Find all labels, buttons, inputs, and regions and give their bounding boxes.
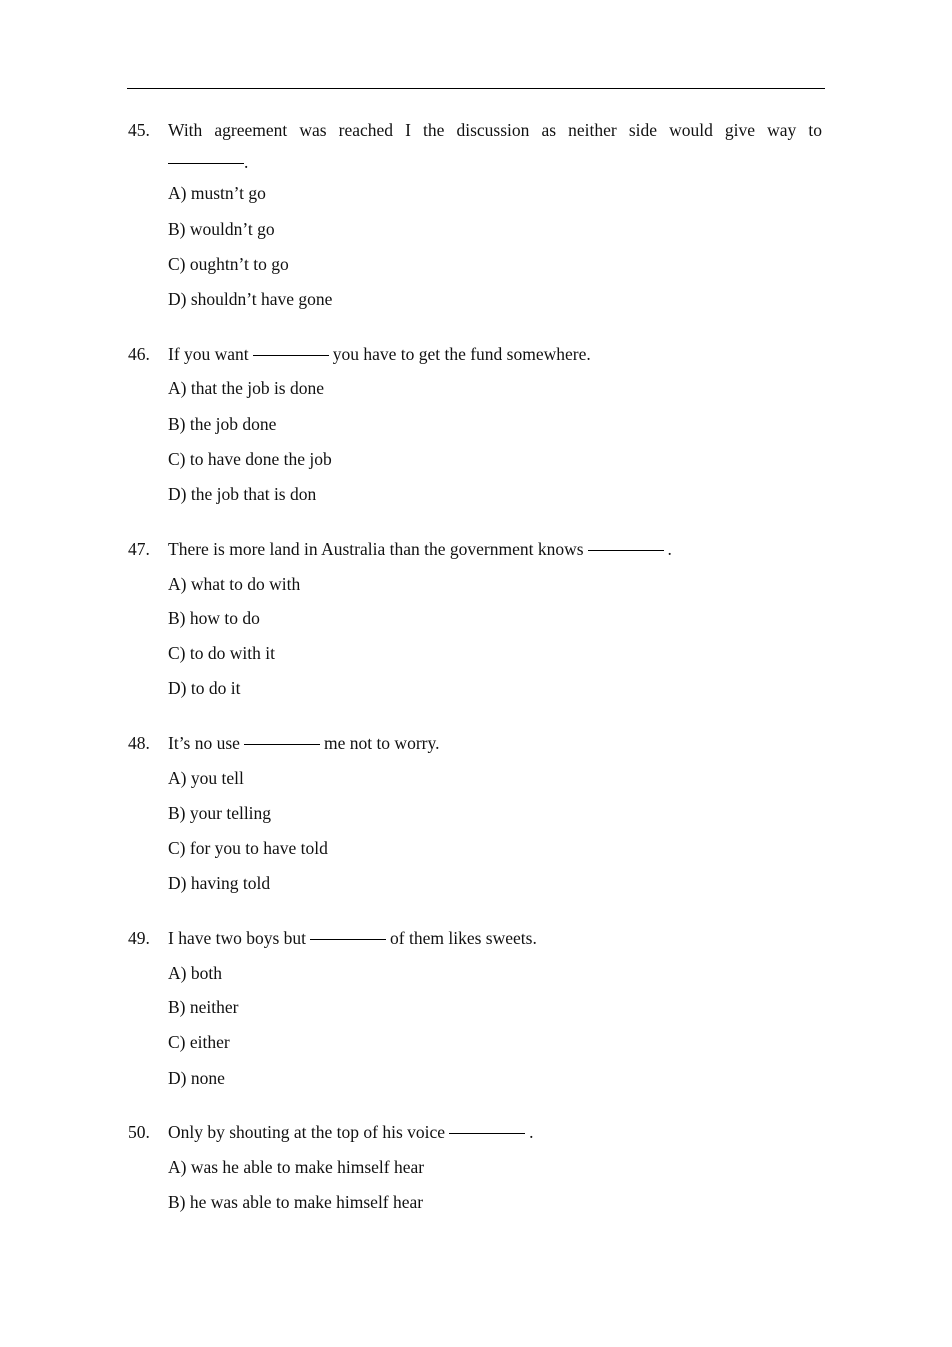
option-d[interactable]: D) none [168,1068,225,1088]
question-stem [168,539,672,560]
stem-after: you have to get the fund somewhere. [332,344,591,364]
option-b[interactable]: B) wouldn’t go [168,219,275,239]
stem-after: . [529,1122,534,1142]
option-b[interactable]: B) the job done [168,414,277,434]
option-b[interactable]: B) your telling [168,803,272,823]
stem-after: me not to worry. [323,733,440,753]
answer-blank [588,549,664,551]
stem-before: I have two boys but [168,928,307,948]
question-stem: With agreement was reached I the discussion as neither side would give way to [168,120,822,140]
option-d[interactable]: D) the job that is don [168,484,317,504]
question-number: 46. [128,344,150,364]
question-stem [168,733,439,754]
option-a[interactable]: A) mustn’t go [168,183,266,203]
question-number: 48. [128,733,150,753]
question-stem [168,1122,533,1143]
option-a[interactable]: A) both [168,963,222,983]
option-c[interactable]: C) oughtn’t to go [168,254,289,274]
option-b[interactable]: B) how to do [168,608,260,628]
question-number: 49. [128,928,150,948]
stem-after: . [667,539,672,559]
question-number: 50. [128,1122,150,1142]
option-c[interactable]: C) to do with it [168,643,275,663]
answer-blank [310,938,386,940]
header-rule [127,88,825,89]
answer-blank [168,162,244,164]
question-number: 45. [128,120,150,140]
option-a[interactable]: A) was he able to make himself hear [168,1157,425,1177]
question-stem [168,344,591,365]
stem-before: It’s no use [168,733,240,753]
stem-after: of them likes sweets. [390,928,537,948]
option-b[interactable]: B) he was able to make himself hear [168,1192,424,1212]
stem-before: Only by shouting at the top of his voice [168,1122,446,1142]
option-a[interactable]: A) what to do with [168,574,301,594]
option-c[interactable]: C) either [168,1032,230,1052]
stem-before: There is more land in Australia than the government knows [168,539,584,559]
option-a[interactable]: A) that the job is done [168,378,325,398]
option-d[interactable]: D) to do it [168,678,241,698]
stem-before: If you want [168,344,249,364]
option-c[interactable]: C) for you to have told [168,838,328,858]
answer-blank [244,743,320,745]
answer-blank [449,1132,525,1134]
question-stem-end: . [244,152,249,172]
question-number: 47. [128,539,150,559]
answer-blank [253,354,329,356]
option-d[interactable]: D) shouldn’t have gone [168,289,333,309]
option-a[interactable]: A) you tell [168,768,244,788]
option-b[interactable]: B) neither [168,997,239,1017]
question-stem [168,928,537,949]
option-c[interactable]: C) to have done the job [168,449,332,469]
option-d[interactable]: D) having told [168,873,271,893]
